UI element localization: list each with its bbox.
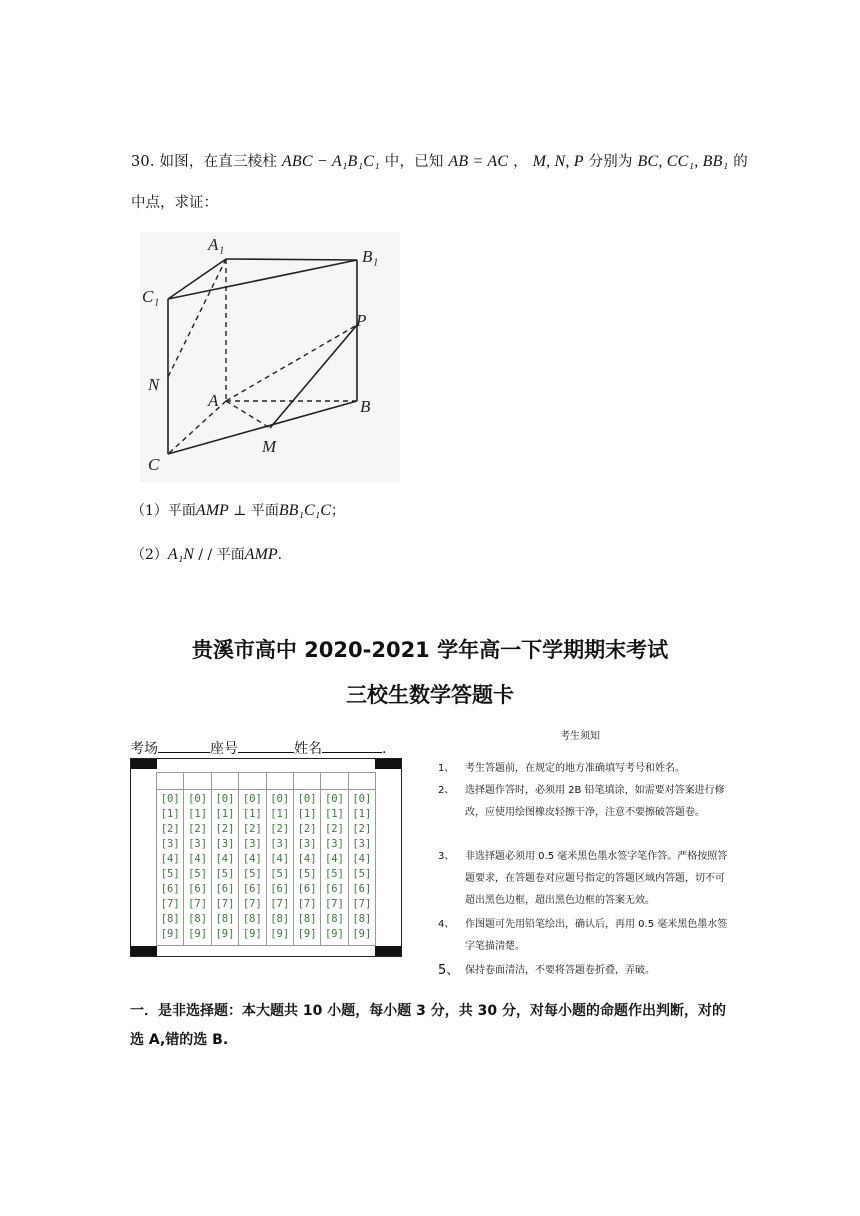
digit-bubble[interactable]: [2]	[324, 823, 344, 835]
digit-bubble[interactable]: [9]	[160, 928, 180, 940]
digit-bubble[interactable]: [1]	[160, 808, 180, 820]
bubble-column	[294, 790, 321, 945]
digit-bubble[interactable]: [4]	[215, 853, 235, 865]
digit-bubble[interactable]: [0]	[160, 793, 180, 805]
digit-bubble[interactable]: [3]	[160, 838, 180, 850]
sub-question-2	[131, 544, 282, 564]
notice-num: 3、	[438, 851, 455, 862]
digit-bubble[interactable]: [7]	[270, 898, 290, 910]
name-label: 姓名	[294, 741, 322, 757]
q30-eq: AB = AC	[448, 153, 509, 170]
digit-bubble[interactable]: [3]	[297, 838, 317, 850]
digit-bubble[interactable]: [4]	[270, 853, 290, 865]
digit-bubble[interactable]: [5]	[160, 868, 180, 880]
digit-bubble[interactable]: [5]	[188, 868, 208, 880]
digit-bubble[interactable]: [0]	[188, 793, 208, 805]
digit-bubble[interactable]: [2]	[215, 823, 235, 835]
question-30-line2: 中点，求证：	[131, 195, 218, 211]
digit-entry-row	[156, 772, 376, 789]
q30-lead: 30. 如图，在直三棱柱	[131, 154, 278, 170]
notice-num: 2、	[438, 785, 455, 796]
digit-bubble[interactable]: [2]	[160, 823, 180, 835]
digit-entry-box[interactable]	[212, 773, 239, 789]
question-30-line1	[131, 150, 748, 171]
bubble-columns	[156, 789, 376, 946]
digit-bubble[interactable]: [7]	[188, 898, 208, 910]
bubble-column	[212, 790, 239, 945]
notice-text: 作图题可先用铅笔绘出，确认后，再用 0.5 毫米黑色墨水签字笔描清楚。	[465, 919, 728, 952]
digit-bubble[interactable]: [3]	[188, 838, 208, 850]
digit-bubble[interactable]: [0]	[270, 793, 290, 805]
digit-bubble[interactable]: [0]	[215, 793, 235, 805]
digit-bubble[interactable]: [1]	[215, 808, 235, 820]
exam-number-bubble-card	[130, 758, 402, 957]
digit-bubble[interactable]: [3]	[270, 838, 290, 850]
prism-figure	[140, 232, 400, 482]
q30-edges: BC, CC₁, BB₁	[637, 153, 729, 170]
notice-text: 保持卷面清洁，不要将答题卷折叠，弄破。	[465, 965, 655, 976]
digit-bubble[interactable]: [6]	[242, 883, 262, 895]
digit-bubble[interactable]: [1]	[188, 808, 208, 820]
digit-bubble[interactable]: [9]	[242, 928, 262, 940]
digit-bubble[interactable]: [6]	[215, 883, 235, 895]
digit-bubble[interactable]: [9]	[297, 928, 317, 940]
prism-diagram	[140, 232, 400, 482]
seat-field[interactable]	[238, 738, 294, 753]
label-b1: B₁	[362, 247, 379, 266]
digit-bubble[interactable]: [8]	[188, 913, 208, 925]
digit-bubble[interactable]: [2]	[352, 823, 372, 835]
digit-bubble[interactable]: [6]	[324, 883, 344, 895]
digit-entry-box[interactable]	[157, 773, 184, 789]
digit-bubble[interactable]: [6]	[352, 883, 372, 895]
registration-mark	[131, 759, 157, 769]
digit-bubble[interactable]: [8]	[297, 913, 317, 925]
sq2-mid: / / 平面	[193, 547, 245, 563]
label-n: N	[148, 375, 160, 394]
bubble-column	[239, 790, 266, 945]
notice-num: 1、	[438, 763, 455, 774]
sq1-math1: AMP	[195, 502, 229, 519]
digit-bubble[interactable]: [9]	[270, 928, 290, 940]
digit-entry-box[interactable]	[267, 773, 294, 789]
digit-bubble[interactable]: [1]	[352, 808, 372, 820]
section-1-instructions: 一．是非选择题：本大题共 10 小题，每小题 3 分，共 30 分，对每小题的命题作出判断，对的选 A,错的选 B.	[130, 1003, 726, 1048]
label-p: P	[356, 311, 367, 330]
sq1-mid: ⊥ 平面	[228, 503, 279, 519]
digit-bubble[interactable]: [7]	[160, 898, 180, 910]
digit-bubble[interactable]: [5]	[215, 868, 235, 880]
digit-bubble[interactable]: [5]	[297, 868, 317, 880]
digit-entry-box[interactable]	[184, 773, 211, 789]
bubble-grid	[156, 772, 376, 946]
digit-entry-box[interactable]	[349, 773, 375, 789]
name-field[interactable]	[322, 738, 382, 753]
answer-card-title: 三校生数学答题卡	[346, 683, 514, 707]
notice-title: 考生须知	[560, 731, 600, 742]
sq2-math1: A₁N	[167, 546, 194, 563]
digit-bubble[interactable]: [0]	[324, 793, 344, 805]
digit-bubble[interactable]: [7]	[242, 898, 262, 910]
digit-bubble[interactable]: [2]	[270, 823, 290, 835]
digit-bubble[interactable]: [4]	[242, 853, 262, 865]
digit-bubble[interactable]: [7]	[352, 898, 372, 910]
info-end: .	[382, 741, 387, 757]
digit-bubble[interactable]: [8]	[270, 913, 290, 925]
bubble-column	[184, 790, 211, 945]
digit-entry-box[interactable]	[239, 773, 266, 789]
notice-text: 非选择题必须用 0.5 毫米黑色墨水签字笔作答。严格按照答题要求，在答题卷对应题号指定的答题区域内答题，切不可超出黑色边框，超出黑色边框的答案无效。	[465, 851, 728, 906]
notice-num: 4、	[438, 919, 455, 930]
exam-title: 贵溪市高中 2020-2021 学年高一下学期期末考试	[191, 638, 669, 662]
digit-bubble[interactable]: [9]	[188, 928, 208, 940]
digit-bubble[interactable]: [7]	[297, 898, 317, 910]
digit-entry-box[interactable]	[321, 773, 348, 789]
digit-bubble[interactable]: [8]	[242, 913, 262, 925]
label-a1: A₁	[208, 235, 225, 254]
bubble-column	[349, 790, 375, 945]
room-label: 考场	[130, 741, 158, 757]
bubble-column	[157, 790, 184, 945]
label-c: C	[148, 455, 160, 474]
digit-bubble[interactable]: [2]	[188, 823, 208, 835]
digit-bubble[interactable]: [1]	[324, 808, 344, 820]
digit-bubble[interactable]: [4]	[352, 853, 372, 865]
sq1-prefix: （1）平面	[131, 503, 196, 519]
digit-bubble[interactable]: [3]	[324, 838, 344, 850]
sq2-prefix: （2）	[131, 547, 168, 563]
digit-bubble[interactable]: [5]	[270, 868, 290, 880]
digit-bubble[interactable]: [4]	[324, 853, 344, 865]
room-field[interactable]	[158, 738, 210, 753]
registration-mark	[131, 946, 157, 956]
q30-tail: 的	[733, 154, 748, 170]
notice-text: 选择题作答时，必须用 2B 铅笔填涂，如需要对答案进行修改，应使用绘图橡皮轻擦干净，注意不要擦破答题卷。	[465, 785, 725, 818]
digit-bubble[interactable]: [4]	[188, 853, 208, 865]
q30-comma: ，	[513, 154, 528, 170]
digit-bubble[interactable]: [1]	[270, 808, 290, 820]
label-c1: C₁	[142, 287, 160, 306]
digit-bubble[interactable]: [3]	[242, 838, 262, 850]
digit-bubble[interactable]: [6]	[297, 883, 317, 895]
digit-bubble[interactable]: [8]	[215, 913, 235, 925]
digit-bubble[interactable]: [6]	[270, 883, 290, 895]
q30-mid1: 中，已知	[384, 154, 444, 170]
q30-mid2: 分别为	[588, 154, 633, 170]
candidate-info-line	[130, 738, 386, 758]
digit-bubble[interactable]: [3]	[215, 838, 235, 850]
notice-text: 考生答题前，在规定的地方准确填写考号和姓名。	[465, 763, 685, 774]
digit-bubble[interactable]: [8]	[324, 913, 344, 925]
sq2-math2: AMP	[244, 546, 278, 563]
digit-bubble[interactable]: [7]	[215, 898, 235, 910]
digit-bubble[interactable]: [6]	[188, 883, 208, 895]
digit-bubble[interactable]: [1]	[242, 808, 262, 820]
digit-bubble[interactable]: [4]	[160, 853, 180, 865]
digit-bubble[interactable]: [4]	[297, 853, 317, 865]
digit-bubble[interactable]: [1]	[297, 808, 317, 820]
label-a: A	[208, 391, 219, 410]
digit-bubble[interactable]: [9]	[324, 928, 344, 940]
digit-bubble[interactable]: [0]	[297, 793, 317, 805]
digit-bubble[interactable]: [0]	[242, 793, 262, 805]
digit-bubble[interactable]: [9]	[352, 928, 372, 940]
q30-points: M, N, P	[532, 153, 584, 170]
digit-bubble[interactable]: [2]	[242, 823, 262, 835]
digit-bubble[interactable]: [8]	[352, 913, 372, 925]
registration-mark	[375, 946, 401, 956]
digit-bubble[interactable]: [5]	[352, 868, 372, 880]
q30-prism: ABC − A₁B₁C₁	[281, 153, 380, 170]
digit-bubble[interactable]: [9]	[215, 928, 235, 940]
sq2-suffix: .	[277, 547, 283, 563]
bubble-column	[267, 790, 294, 945]
digit-bubble[interactable]: [6]	[160, 883, 180, 895]
sq1-suffix: ；	[330, 503, 345, 519]
bubble-column	[321, 790, 348, 945]
sq1-math2: BB₁C₁C	[278, 502, 331, 519]
seat-label: 座号	[210, 741, 238, 757]
digit-bubble[interactable]: [5]	[242, 868, 262, 880]
digit-bubble[interactable]: [3]	[352, 838, 372, 850]
digit-bubble[interactable]: [2]	[297, 823, 317, 835]
digit-entry-box[interactable]	[294, 773, 321, 789]
label-m: M	[262, 437, 277, 456]
sub-question-1	[131, 500, 345, 520]
digit-bubble[interactable]: [0]	[352, 793, 372, 805]
digit-bubble[interactable]: [8]	[160, 913, 180, 925]
digit-bubble[interactable]: [7]	[324, 898, 344, 910]
notice-num: 5、	[438, 963, 460, 978]
registration-mark	[375, 759, 401, 769]
digit-bubble[interactable]: [5]	[324, 868, 344, 880]
label-b: B	[360, 397, 371, 416]
